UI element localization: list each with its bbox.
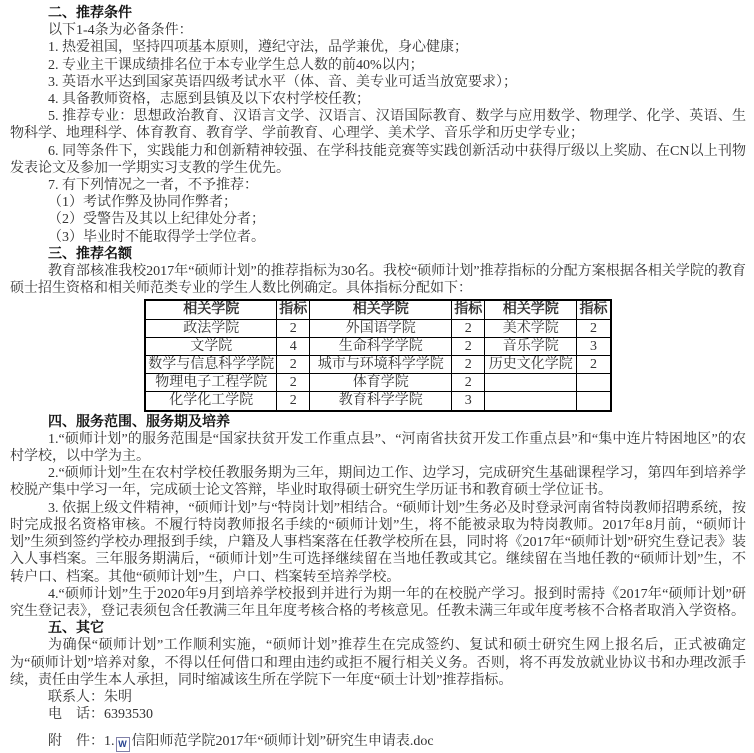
table-cell: 政法学院 [145, 319, 277, 337]
contact-person: 联系人：朱明 [48, 689, 132, 705]
condition-item-5: 5. 推荐专业：思想政治教育、汉语言文学、汉语言、汉语国际教育、数学与应用数学、物理学、化学、英语、生物科学、地理科学、体育教育、教育学、学前教育、心理学、美术学、音乐学和历史学专业； [10, 109, 746, 142]
table-cell: 2 [452, 374, 485, 392]
table-cell: 2 [452, 356, 485, 374]
service-paragraph-3: 3. 依据上级文件精神，“硕师计划”与“特岗计划”相结合。“硕师计划”生务必及时登录河南省特岗教师招聘系统，按时完成报名资格审核。不履行特岗教师报名手续的“硕师计划”生，将不能被录取为特岗教师。2017年8月前，“硕师计划”生须到签约学校办理报到手续，户籍及人事档案落在任教学校所在县，同时将《2017年“硕师计划”研究生登记表》装入人事档案。三年服务期满后，“硕师计划”生可选择继续留在当地任教或其它。继续留在当地任教的“硕师计划”生，不转户口、档案。其他“硕师计划”生，户口、档案转至培养学校。 [10, 500, 746, 585]
table-cell: 2 [277, 356, 310, 374]
condition-item-2: 2. 专业主干课成绩排名位于本专业学生总人数的前40%以内； [48, 57, 424, 73]
table-cell: 教育科学学院 [310, 392, 452, 411]
table-row [145, 374, 611, 392]
table-cell: 音乐学院 [485, 337, 577, 355]
service-paragraph-2: 2.“硕师计划”生在农村学校任教服务期为三年，期间边工作、边学习，完成研究生基础课程学习，第四年到培养学校脱产集中学习一年，完成硕士论文答辩，毕业时取得硕士研究生学历证书和教育硕士学位证书。 [10, 466, 746, 499]
condition-subitem-1: （1）考试作弊及协同作弊者； [48, 195, 237, 211]
table-cell: 2 [577, 356, 611, 374]
table-row [145, 337, 611, 355]
table-cell: 2 [577, 319, 611, 337]
table-row [145, 356, 611, 374]
condition-item-7: 7. 有下列情况之一者，不予推荐： [48, 178, 258, 194]
section-3-heading: 三、推荐名额 [48, 246, 132, 262]
table-cell: 数学与信息科学学院 [145, 356, 277, 374]
condition-item-6: 6. 同等条件下，实践能力和创新精神较强、在学科技能竞赛等实践创新活动中获得厅级以上奖励、在CN以上刊物发表论文及参加一学期实习支教的学生优先。 [10, 143, 746, 176]
section-5-heading: 五、其它 [48, 621, 104, 637]
table-cell: 城市与环境科学学院 [310, 356, 452, 374]
table-header-cell: 指标 [577, 300, 611, 319]
table-cell: 历史文化学院 [485, 356, 577, 374]
table-header-row [145, 300, 611, 319]
condition-subitem-2: （2）受警告及其以上纪律处分者； [48, 212, 265, 228]
condition-subitem-3: （3）毕业时不能取得学士学位者。 [48, 229, 265, 245]
table-cell [485, 374, 577, 392]
table-cell: 2 [277, 392, 310, 411]
spacer [10, 723, 746, 733]
word-doc-icon: W [116, 737, 130, 752]
table-header-cell: 指标 [277, 300, 310, 319]
table-cell: 体育学院 [310, 374, 452, 392]
table-cell: 文学院 [145, 337, 277, 355]
table-header-cell: 相关学院 [310, 300, 452, 319]
condition-item-3: 3. 英语水平达到国家英语四级考试水平（体、音、美专业可适当放宽要求）； [48, 74, 517, 90]
service-paragraph-4: 4.“硕师计划”生于2020年9月到培养学校报到并进行为期一年的在校脱产学习。报到时需持《2017年“硕师计划”研究生登记表》，登记表须包含任教满三年且年度考核合格的考核意见。任教未满三年或年度考核不合格者取消入学资格。 [10, 586, 746, 619]
table-header-cell: 指标 [452, 300, 485, 319]
table-row [145, 392, 611, 411]
quota-paragraph: 教育部核准我校2017年“硕师计划”的推荐指标为30名。我校“硕师计划”推荐指标的分配方案根据各相关学院的教育硕士招生资格和相关师范类专业的学生人数比例确定。具体指标分配如下： [10, 264, 746, 297]
table-cell: 2 [452, 337, 485, 355]
section-2-intro: 以下1-4条为必备条件： [48, 23, 193, 39]
other-paragraph: 为确保“硕师计划”工作顺利实施，“硕师计划”推荐生在完成签约、复试和硕士研究生网上报名后，正式被确定为“硕师计划”培养对象，不得以任何借口和理由违约或拒不履行相关义务。否则，将不再发放就业协议书和办理改派手续，责任由学生本人承担，同时缩减该生所在学院下一年度“硕士计划”推荐指标。 [10, 638, 746, 688]
section-2-heading: 二、推荐条件 [48, 6, 132, 21]
table-cell: 2 [277, 374, 310, 392]
table-cell: 化学化工学院 [145, 392, 277, 411]
service-paragraph-1: 1.“硕师计划”的服务范围是“国家扶贫开发工作重点县”、“河南省扶贫开发工作重点县”和“集中连片特困地区”的农村学校，以中学为主。 [10, 431, 746, 465]
contact-phone: 电 话：6393530 [48, 707, 153, 723]
table-cell: 美术学院 [485, 319, 577, 337]
attachment-line [10, 733, 746, 752]
table-cell: 生命科学学院 [310, 337, 452, 355]
table-header-cell: 相关学院 [145, 300, 277, 319]
quota-table [144, 299, 612, 411]
table-cell: 外国语学院 [310, 319, 452, 337]
condition-item-1: 1. 热爱祖国，坚持四项基本原则，遵纪守法，品学兼优，身心健康； [48, 40, 468, 56]
table-cell: 4 [277, 337, 310, 355]
table-cell: 2 [452, 319, 485, 337]
table-cell: 3 [577, 337, 611, 355]
table-header-cell: 相关学院 [485, 300, 577, 319]
table-cell: 物理电子工程学院 [145, 374, 277, 392]
condition-item-4: 4. 具备教师资格，志愿到县镇及以下农村学校任教； [48, 92, 370, 108]
attachment-label: 附 件：1. [48, 734, 115, 750]
table-cell [577, 374, 611, 392]
table-cell [577, 392, 611, 411]
table-row [145, 319, 611, 337]
table-cell: 2 [277, 319, 310, 337]
table-cell [485, 392, 577, 411]
section-4-heading: 四、服务范围、服务期及培养 [48, 414, 230, 430]
attachment-link[interactable]: 信阳师范学院2017年“硕师计划”研究生申请表.doc [131, 734, 434, 750]
table-cell: 3 [452, 392, 485, 411]
